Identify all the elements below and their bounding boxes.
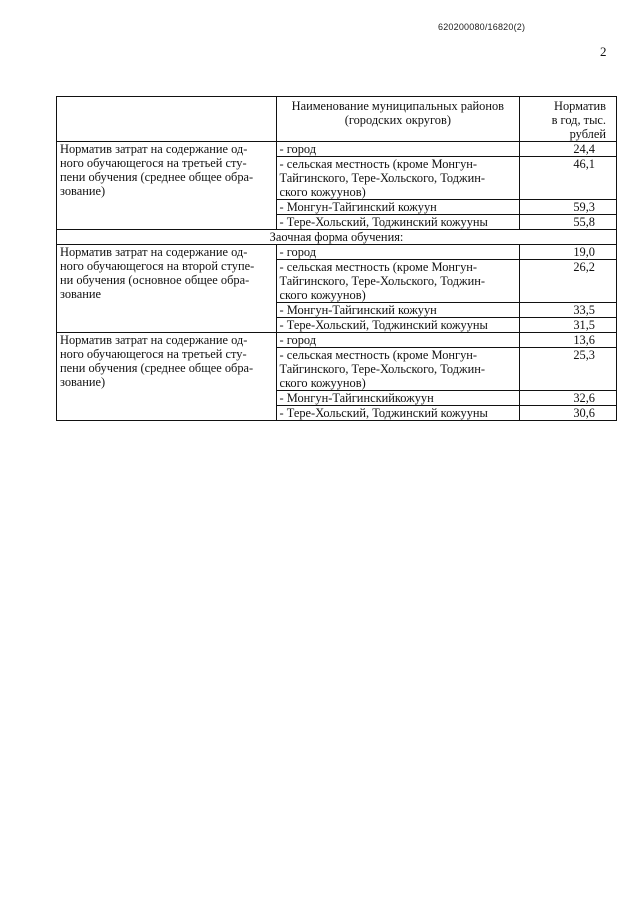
- section-row: [57, 230, 617, 245]
- section-title: Заочная форма обучения:: [57, 230, 617, 245]
- table-row: [57, 142, 617, 157]
- value-cell: 55,8: [520, 215, 617, 230]
- district-cell: - Монгун-Тайгинский кожуун: [276, 200, 520, 215]
- value-cell: 24,4: [520, 142, 617, 157]
- group-label: Норматив затрат на содержание од- ного обучающегося на третьей сту- пени обучения (среднее общее обра- зование): [57, 142, 277, 230]
- value-cell: 30,6: [520, 406, 617, 421]
- value-cell: 31,5: [520, 318, 617, 333]
- value-cell: 32,6: [520, 391, 617, 406]
- value-cell: 25,3: [520, 348, 617, 391]
- district-cell: - сельская местность (кроме Монгун- Тайгинского, Тере-Хольского, Тоджин- ского кожуунов): [276, 157, 520, 200]
- district-cell: - Монгун-Тайгинский кожуун: [276, 303, 520, 318]
- value-cell: 13,6: [520, 333, 617, 348]
- table-row: [57, 333, 617, 348]
- value-cell: 46,1: [520, 157, 617, 200]
- value-cell: 26,2: [520, 260, 617, 303]
- district-cell: - Тере-Хольский, Тоджинский кожууны: [276, 406, 520, 421]
- value-cell: 59,3: [520, 200, 617, 215]
- value-cell: 19,0: [520, 245, 617, 260]
- district-cell: - город: [276, 245, 520, 260]
- district-cell: - город: [276, 142, 520, 157]
- table-header-row: [57, 97, 617, 142]
- district-cell: - Монгун-Тайгинскийкожуун: [276, 391, 520, 406]
- district-cell: - Тере-Хольский, Тоджинский кожууны: [276, 318, 520, 333]
- group-label: Норматив затрат на содержание од- ного обучающегося на третьей сту- пени обучения (среднее общее обра- зование): [57, 333, 277, 421]
- header-empty-cell: [57, 97, 277, 142]
- header-norm: Норматив в год, тыс. рублей: [520, 97, 617, 142]
- district-cell: - Тере-Хольский, Тоджинский кожууны: [276, 215, 520, 230]
- header-districts: Наименование муниципальных районов (городских округов): [276, 97, 520, 142]
- district-cell: - сельская местность (кроме Монгун- Тайгинского, Тере-Хольского, Тоджин- ского кожуунов): [276, 348, 520, 391]
- norms-table: [56, 96, 617, 421]
- page-number: 2: [600, 44, 607, 59]
- group-label: Норматив затрат на содержание од- ного обучающегося на второй ступе- ни обучения (основное общее обра- зование: [57, 245, 277, 333]
- document-id: 620200080/16820(2): [438, 22, 526, 32]
- district-cell: - сельская местность (кроме Монгун- Тайгинского, Тере-Хольского, Тоджин- ского кожуунов): [276, 260, 520, 303]
- value-cell: 33,5: [520, 303, 617, 318]
- district-cell: - город: [276, 333, 520, 348]
- table-row: [57, 245, 617, 260]
